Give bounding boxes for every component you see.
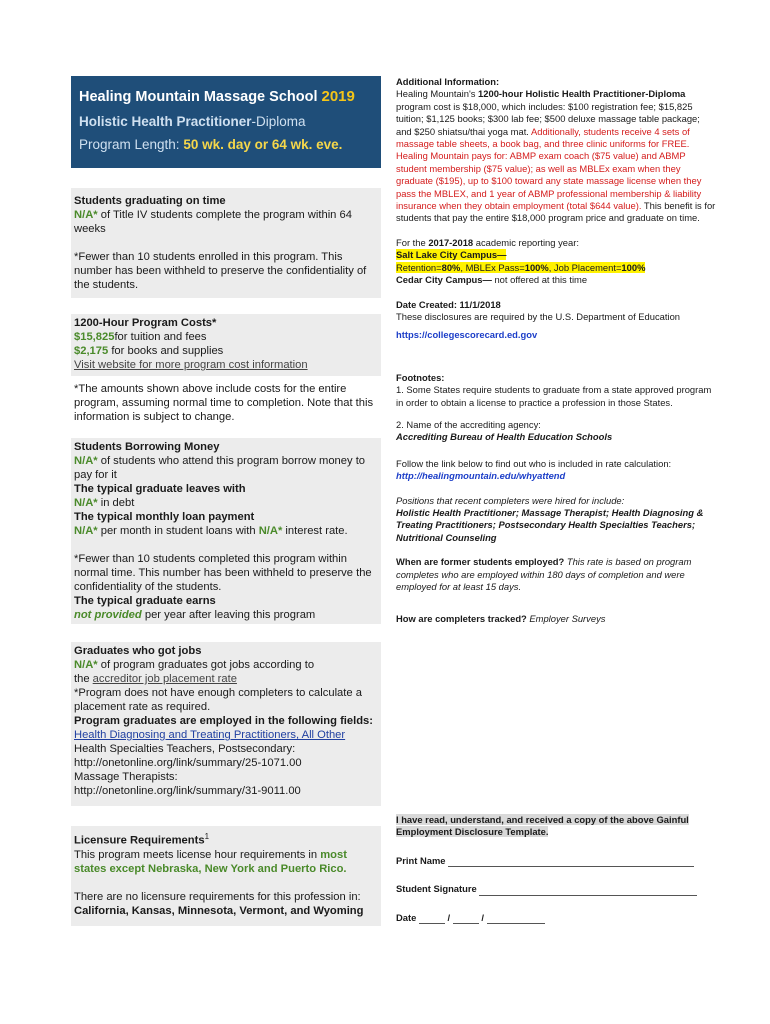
borrowing-note: *Fewer than 10 students completed this program within normal time. This number has been withheld to preserve the confidentiality of the students.	[74, 553, 372, 593]
school-name: Healing Mountain Massage School	[79, 89, 318, 105]
footnotes	[396, 372, 716, 626]
date-created-label: Date Created: 11/1/2018	[396, 298, 501, 310]
retention-label: Retention=	[396, 261, 442, 273]
on-time-text: of Title IV students complete the program within 64 weeks	[74, 209, 352, 235]
jobs-note: *Program does not have enough completers to calculate a placement rate as required.	[74, 687, 362, 713]
on-time-section	[71, 188, 381, 298]
employed-question: When are former students employed?	[396, 556, 565, 568]
licensure-title: Licensure Requirements	[74, 834, 205, 847]
tuition-value: $15,825	[74, 331, 115, 343]
retention-value: 80%	[441, 261, 461, 273]
reporting-year	[396, 237, 716, 287]
length-label: Program Length:	[79, 137, 180, 152]
length-value: 50 wk. day or 64 wk. eve.	[183, 137, 343, 152]
job-placement-value: 100%	[621, 261, 646, 273]
on-time-value: N/A*	[74, 209, 98, 221]
additional-p1d: This benefit is for students that pay the entire $18,000 program price and graduate on time.	[396, 200, 716, 224]
books-text: for books and supplies	[108, 345, 224, 357]
whyattend-link[interactable]: http://healingmountain.edu/whyattend	[396, 470, 566, 482]
fields-line1: Health Specialties Teachers, Postsecondary:	[74, 743, 296, 755]
follow-text: Follow the link below to find out who is included in rate calculation:	[396, 457, 672, 469]
date-year-field[interactable]	[487, 923, 545, 924]
licensure-text: This program meets license hour requirements in	[74, 848, 321, 861]
date-label: Date	[396, 911, 417, 923]
tracked-question: How are completers tracked?	[396, 613, 527, 625]
date-created-text: These disclosures are required by the U.S. Department of Education	[396, 310, 681, 322]
licensure-section	[71, 826, 381, 926]
costs-section	[71, 314, 381, 376]
placement-rate-link[interactable]: accreditor job placement rate	[92, 673, 237, 685]
credential: -Diploma	[251, 114, 306, 129]
costs-title: 1200-Hour Program Costs*	[74, 317, 217, 329]
job-placement-label: , Job Placement=	[548, 261, 622, 273]
signature-block	[396, 814, 706, 924]
scorecard-link[interactable]: https://collegescorecard.ed.gov	[396, 329, 538, 341]
debt-title: The typical graduate leaves with	[74, 483, 246, 495]
additional-p1b: 1200-hour Holistic Health Practitioner-Diploma	[478, 88, 686, 100]
slc-campus: Salt Lake City Campus—	[396, 249, 507, 261]
on-time-note: *Fewer than 10 students enrolled in this program. This number has been withheld to preserve the confidentiality of the students.	[74, 251, 367, 291]
on-time-title: Students graduating on time	[74, 195, 226, 207]
borrowing-section	[71, 438, 381, 624]
licensure-value: most states except Nebraska, New York and Puerto Rico.	[74, 848, 347, 875]
reporting-year-value: 2017-2018	[428, 236, 474, 248]
date-created	[396, 299, 716, 342]
program-header	[71, 76, 381, 168]
signature-field[interactable]	[479, 895, 697, 896]
mblex-value: 100%	[524, 261, 549, 273]
date-month-field[interactable]	[419, 923, 445, 924]
fields-link[interactable]: Health Diagnosing and Treating Practitioners, All Other	[74, 729, 346, 741]
payment-value: N/A*	[74, 525, 98, 537]
licensure-states: California, Kansas, Minnesota, Vermont, and Wyoming	[74, 904, 364, 917]
positions-label: Positions that recent completers were hired for include:	[396, 494, 625, 506]
additional-info	[396, 76, 716, 225]
licensure-text2: There are no licensure requirements for this profession in:	[74, 890, 361, 903]
date-day-field[interactable]	[453, 923, 479, 924]
reporting-tail: academic reporting year:	[473, 236, 579, 248]
reporting-lead: For the	[396, 236, 429, 248]
payment-title: The typical monthly loan payment	[74, 511, 255, 523]
rate-text: interest rate.	[282, 525, 348, 537]
left-column	[71, 76, 381, 926]
debt-text: in debt	[97, 497, 135, 509]
fields-line2: http://onetonline.org/link/summary/25-1071.00	[74, 757, 302, 769]
additional-title: Additional Information:	[396, 76, 500, 87]
jobs-text: of program graduates got jobs according to	[97, 659, 315, 671]
footnote-1: 1. Some States require students to graduate from a state approved program in order to obtain a license to practice a profession in those States.	[396, 384, 712, 408]
cedar-text: not offered at this time	[491, 274, 588, 286]
fields-line4: http://onetonline.org/link/summary/31-9011.00	[74, 785, 301, 797]
positions-list: Holistic Health Practitioner; Massage Therapist; Health Diagnosing & Treating Practitioners; Postsecondary Health Specialties Teachers; Nutritional Counseling	[396, 506, 704, 543]
jobs-section	[71, 642, 381, 806]
rate-value: N/A*	[258, 525, 283, 537]
payment-text: per month in student loans with	[97, 525, 259, 537]
additional-p1a: Healing Mountain's	[396, 88, 479, 100]
borrowing-title: Students Borrowing Money	[74, 441, 220, 453]
acknowledgement: I have read, understand, and received a copy of the above Gainful Employment Disclosure Template.	[396, 814, 689, 838]
footnotes-title: Footnotes:	[396, 371, 445, 383]
print-name-field[interactable]	[448, 866, 694, 867]
student-signature-label: Student Signature	[396, 883, 477, 895]
cost-info-link[interactable]: Visit website for more program cost information	[74, 359, 308, 371]
jobs-title: Graduates who got jobs	[74, 645, 202, 657]
employed-answer: This rate is based on program completes who are employed within 180 days of completion and were employed for at least 15 days.	[396, 556, 692, 592]
earn-text: per year after leaving this program	[141, 609, 316, 621]
header-year: 2019	[321, 88, 355, 105]
additional-red: Additionally, students receive 4 sets of massage table sheets, a book bag, and three clinic uniforms for FREE. Healing Mountain pays for: ABMP exam coach ($75 value) and ABMP student membership ($75 value); as well as MBLEx exam when they graduate ($195), up to $100 toward any state massage license when they pass the MBLEX, and 1 year of ABMP professional membership & liability insurance when they obtain employment (total $644 value).	[396, 125, 702, 212]
licensure-sup: 1	[204, 832, 210, 841]
tracked-answer: Employer Surveys	[526, 613, 606, 625]
books-value: $2,175	[74, 345, 109, 357]
costs-note: *The amounts shown above include costs for the entire program, assuming normal time to completion. Note that this information is subject to change.	[74, 383, 374, 423]
fields-line3: Massage Therapists:	[74, 771, 178, 783]
jobs-value: N/A*	[74, 659, 98, 671]
right-column	[396, 76, 716, 923]
tuition-text: for tuition and fees	[114, 331, 207, 343]
program-name: Holistic Health Practitioner	[79, 114, 252, 129]
date-slash-1: /	[447, 911, 451, 923]
cedar-campus: Cedar City Campus—	[396, 274, 492, 286]
earn-value: not provided	[74, 609, 142, 621]
borrow-text: of students who attend this program borrow money to pay for it	[74, 455, 366, 481]
borrow-value: N/A*	[74, 455, 98, 467]
date-slash-2: /	[481, 911, 484, 923]
print-name-label: Print Name	[396, 854, 446, 866]
mblex-label: , MBLEx Pass=	[460, 261, 525, 273]
accrediting-agency: Accrediting Bureau of Health Education Schools	[396, 431, 613, 443]
additional-p1c: program cost is $18,000, which includes: $100 registration fee; $15,825 tuition; $1,125 books; $300 lab fee; $500 deluxe massage table package; and $250 shiatsu/thai yoga mat.	[396, 100, 700, 137]
fields-title: Program graduates are employed in the following fields:	[74, 715, 374, 727]
footnote-2: 2. Name of the accrediting agency:	[396, 418, 541, 430]
earn-title: The typical graduate earns	[74, 595, 216, 607]
debt-value: N/A*	[74, 497, 98, 509]
jobs-text2: the	[74, 673, 93, 685]
